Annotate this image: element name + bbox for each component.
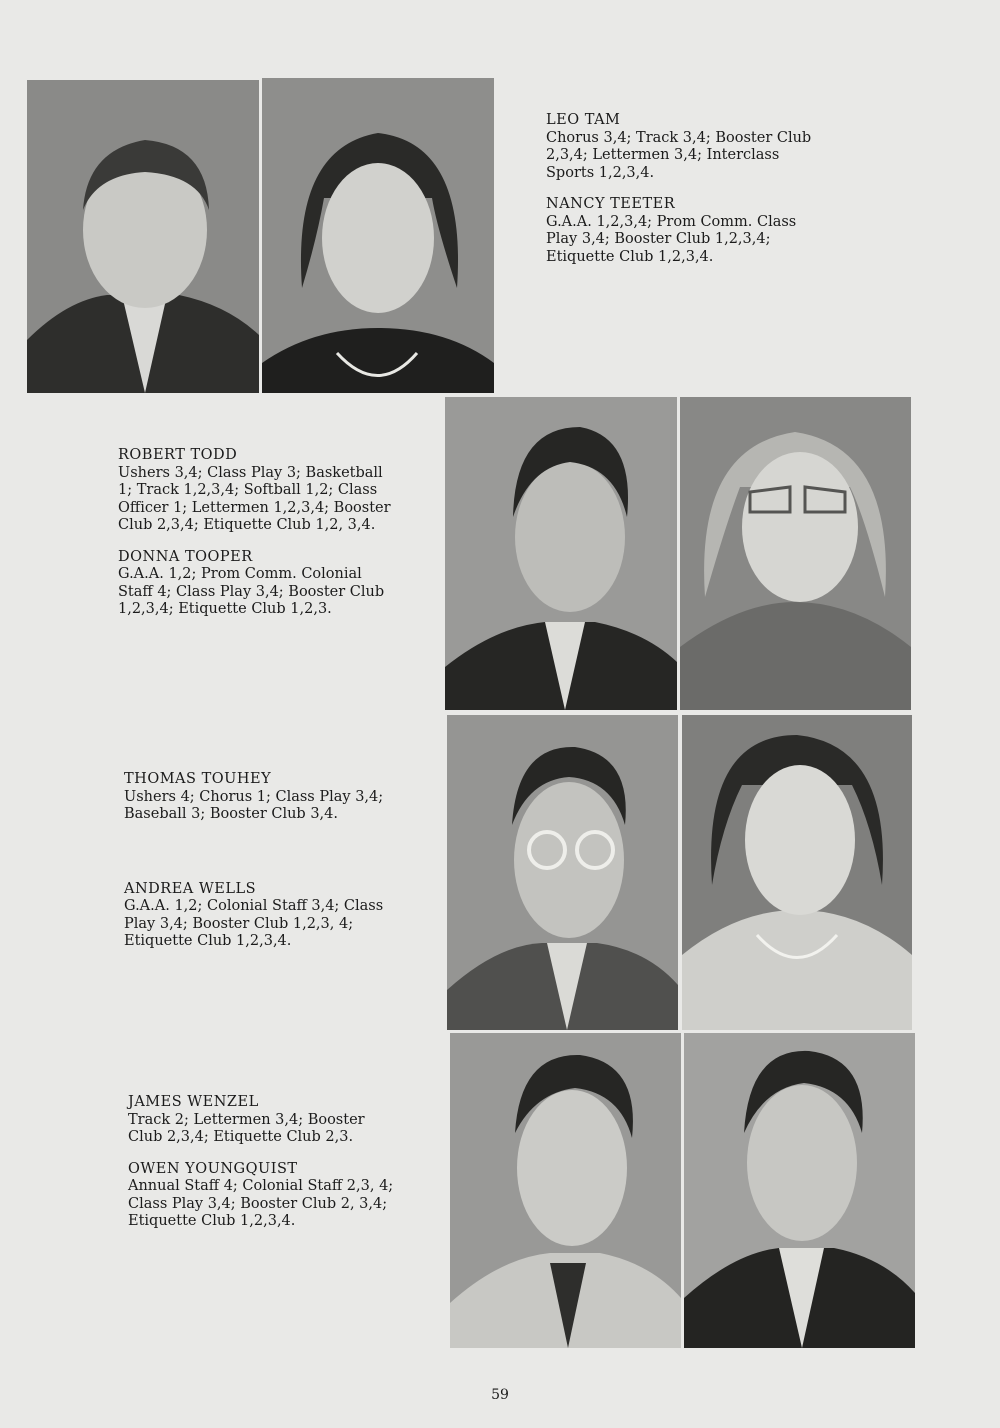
student-activities: Track 2; Lettermen 3,4; Booster Club 2,3,4; Etiquette Club 2,3. (128, 1111, 365, 1145)
student-activities: G.A.A. 1,2; Prom Comm. Colonial Staff 4; Class Play 3,4; Booster Club 1,2,3,4; Etiquette Club 1,2,3. (118, 566, 385, 617)
student-name: ROBERT TODD (118, 447, 238, 463)
student-name: ANDREA WELLS (124, 880, 257, 897)
student-name: NANCY TEETER (546, 196, 676, 212)
portrait-photo-nancy-teeter (262, 78, 494, 393)
student-name: OWEN YOUNGQUIST (128, 1160, 298, 1177)
portrait-photo-thomas-touhey (447, 715, 678, 1030)
portrait-photo-leo-tam (27, 80, 259, 393)
student-entry (128, 1161, 403, 1231)
student-entry (128, 1094, 403, 1147)
portrait-photo-owen-youngquist (684, 1033, 915, 1348)
portrait-photo-robert-todd (445, 397, 677, 710)
student-activities: Ushers 3,4; Class Play 3; Basketball 1; Track 1,2,3,4; Softball 1,2; Class Officer 1; Lettermen 1,2,3,4; Booster Club 2,3,4; Etiquette Club 1,2, 3,4. (118, 464, 391, 533)
portrait-photo-donna-tooper (680, 397, 911, 710)
student-name: DONNA TOOPER (118, 548, 253, 565)
student-entry (546, 196, 821, 266)
bio-column-row-3 (124, 771, 399, 965)
bio-column-row-4 (128, 1094, 403, 1245)
student-entry (118, 447, 393, 535)
student-name: THOMAS TOUHEY (124, 771, 272, 787)
student-activities: G.A.A. 1,2; Colonial Staff 3,4; Class Play 3,4; Booster Club 1,2,3, 4; Etiquette Club 1,2,3,4. (124, 898, 384, 949)
student-activities: Chorus 3,4; Track 3,4; Booster Club 2,3,4; Lettermen 3,4; Interclass Sports 1,2,3,4. (546, 129, 812, 181)
bio-column-top-right (546, 112, 821, 280)
portrait-photo-james-wenzel (450, 1033, 681, 1348)
bio-column-row-2 (118, 447, 393, 633)
student-entry (124, 771, 399, 824)
student-activities: Ushers 4; Chorus 1; Class Play 3,4; Baseball 3; Booster Club 3,4. (124, 788, 384, 822)
student-entry (124, 881, 399, 951)
student-activities: G.A.A. 1,2,3,4; Prom Comm. Class Play 3,4; Booster Club 1,2,3,4; Etiquette Club 1,2,3,4. (546, 213, 797, 265)
student-name: LEO TAM (546, 112, 621, 128)
student-activities: Annual Staff 4; Colonial Staff 2,3, 4; Class Play 3,4; Booster Club 2, 3,4; Etiquette Club 1,2,3,4. (128, 1178, 394, 1229)
portrait-photo-andrea-wells (682, 715, 912, 1030)
student-name: JAMES WENZEL (128, 1094, 259, 1110)
student-entry (118, 549, 393, 619)
page-number: 59 (491, 1387, 509, 1403)
student-entry (546, 112, 821, 182)
